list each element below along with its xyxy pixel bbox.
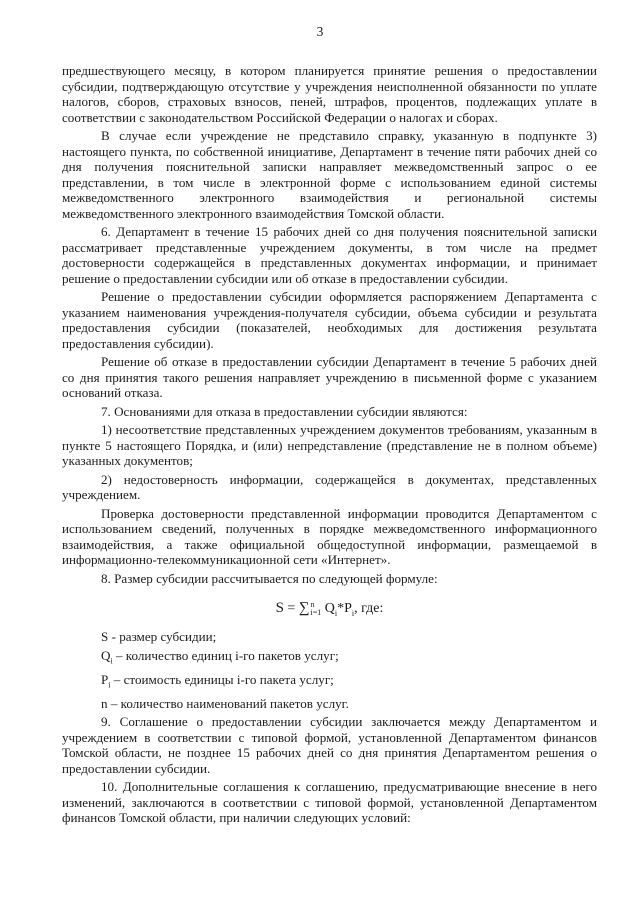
sum-limits [311,601,322,617]
definition-symbol: n [101,695,108,711]
formula-lhs: S [275,600,284,616]
formula-equals: = [287,601,296,616]
paragraph: предшествующего месяцу, в котором планируется принятие решения о предоставлении субсидии, подтверждающую отсутствие у учреждения неисполненной обязанности по уплате налогов, сборов, страховых взносов, пеней, штрафов, процентов, подлежащих уплате в соответствии с законодательством Российской Федерации о налогах и сборах. [62,63,597,125]
definition-text: - размер субсидии; [108,629,217,644]
sum-lower-limit: i=1 [310,607,322,617]
subsidy-formula [62,597,597,619]
paragraph: В случае если учреждение не представило справку, указанную в подпункте 3) настоящего пункта, по собственной инициативе, Департамент в течение пяти рабочих дней со дня получения пояснительной записки направляет межведомственный запрос о ее представлении, в том числе в электронной форме с использованием единой системы межведомственного электронного взаимодействия и региональной системы межведомственного электронного взаимодействия Томской области. [62,128,597,221]
definition-line [62,629,597,645]
sum-upper-limit: n [310,599,315,609]
formula-definitions [62,629,597,711]
definition-text: – количество единиц i-го пакетов услуг; [112,647,339,663]
document-body [62,63,597,829]
sum-symbol: ∑ [298,600,310,616]
paragraph: 1) несоответствие представленных учреждением документов требованиям, указанным в пункте 5 настоящего Порядка, и (или) непредставление (представление не в полном объеме) указанных документов; [62,422,597,468]
paragraph: 9. Соглашение о предоставлении субсидии заключается между Департаментом и учреждением в соответствии с типовой формой, установленной Департаментом финансов Томской области, не позднее 15 рабочих дней со дня принятия Департаментом решения о предоставлении субсидии. [62,714,597,776]
paragraph: Проверка достоверности представленной информации проводится Департаментом с использованием сведений, полученных в порядке межведомственного информационного взаимодействия, а также официальной общедоступной информации, размещаемой в информационно-телекоммуникационной сети «Интернет». [62,505,597,567]
formula-times: * [337,601,345,616]
paragraph: 2) недостоверность информации, содержащейся в документах, представленных учреждением. [62,471,597,502]
paragraph: Решение о предоставлении субсидии оформляется распоряжением Департамента с указанием наименования учреждения-получателя субсидии, объема субсидии и результата предоставления субсидии (показателей, необходимых для достижения результата предоставления субсидии). [62,289,597,351]
paragraphs-top [62,63,597,586]
page-number: 3 [316,24,324,39]
formula-p-subscript: i [351,608,355,618]
definition-symbol: S [101,629,109,644]
definition-line [62,648,597,669]
formula-q: Q [324,601,335,616]
definition-line [62,696,597,712]
definition-subscript: i [110,656,113,666]
definition-symbol: Q [101,647,111,663]
paragraph: 7. Основаниями для отказа в предоставлении субсидии являются: [101,403,468,419]
paragraph: 10. Дополнительные соглашения к соглашению, предусматривающие внесение в него изменений, заключаются в соответствии с типовой формой, установленной Департаментом финансов Томской области, при наличии следующих условий: [62,779,597,826]
paragraph: Решение об отказе в предоставлении субсидии Департамент в течение 5 рабочих дней со дня принятия такого решения направляет учреждению в письменной форме с указанием оснований отказа. [62,354,597,400]
definition-line [62,672,597,693]
paragraphs-bottom [62,714,597,826]
definition-symbol: P [101,671,109,687]
formula-q-subscript: i [334,608,338,618]
paragraph: 6. Департамент в течение 15 рабочих дней со дня получения пояснительной записки рассматривает представленные учреждением документы, в том числе на предмет достоверности содержащейся в представленных документах информации, и принимает решение о предоставлении субсидии или об отказе в предоставлении субсидии. [62,224,597,286]
definition-text: – стоимость единицы i-го пакета услуг; [110,671,334,687]
definition-subscript: i [108,680,111,690]
paragraph: 8. Размер субсидии рассчитывается по следующей формуле: [101,570,438,586]
definition-text: – количество наименований пакетов услуг. [107,695,349,711]
formula-p: P [344,601,352,616]
formula-tail: , где: [354,601,384,616]
